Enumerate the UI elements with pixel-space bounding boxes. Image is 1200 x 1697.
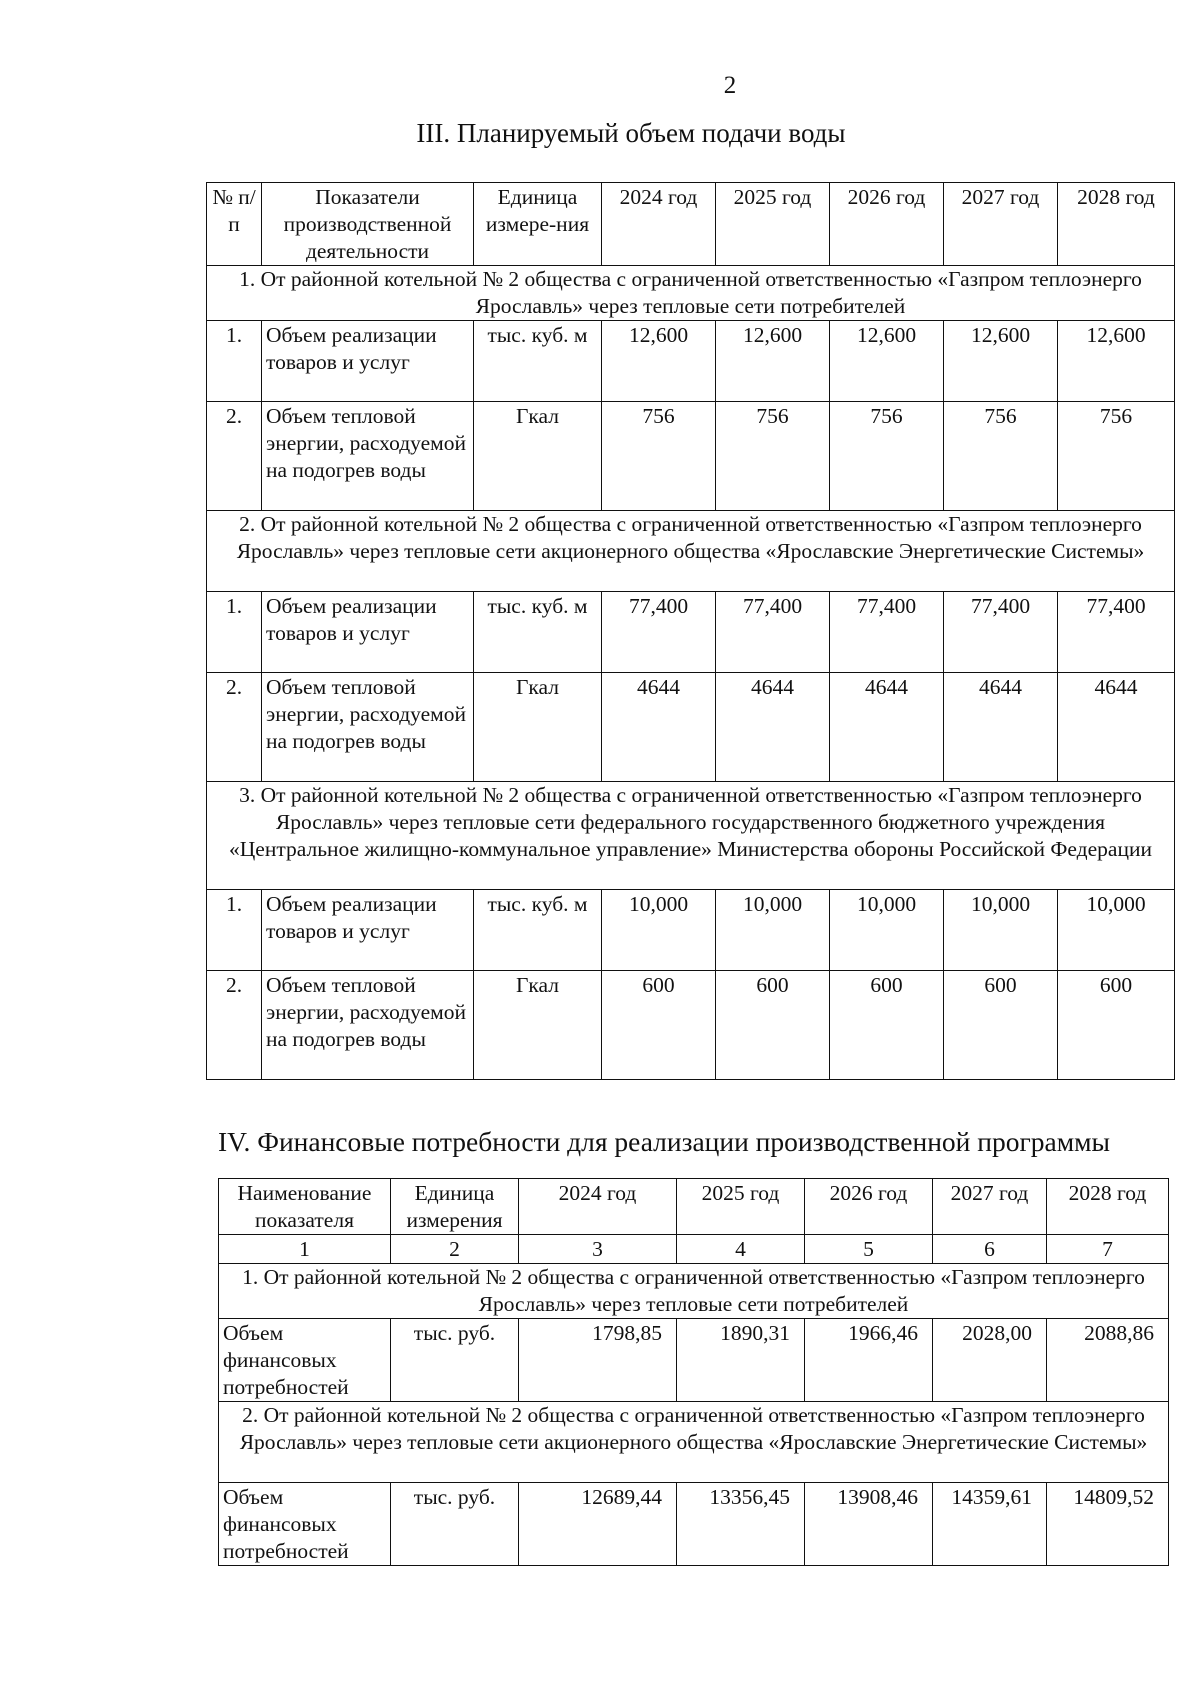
- table-header-row: [207, 183, 1175, 266]
- indicator-name: Объем реализации товаров и услуг: [262, 321, 474, 402]
- unit-cell: Гкал: [474, 673, 602, 782]
- value-cell: 12,600: [944, 321, 1058, 402]
- value-cell: 12689,44: [519, 1483, 677, 1566]
- header-cell: Единица измерения: [391, 1179, 519, 1235]
- header-cell: 2027 год: [933, 1179, 1047, 1235]
- value-cell: 600: [830, 971, 944, 1080]
- indicator-name: Объем финансовых потребностей: [219, 1319, 391, 1402]
- row-number: 1.: [207, 890, 262, 971]
- table-row: [219, 1483, 1169, 1566]
- column-number: 6: [933, 1235, 1047, 1264]
- value-cell: 77,400: [830, 592, 944, 673]
- value-cell: 12,600: [1058, 321, 1175, 402]
- header-cell: № п/п: [207, 183, 262, 266]
- section-title: 3. От районной котельной № 2 общества с ограниченной ответственностью «Газпром теплоэнерго Ярославль» через тепловые сети федерального государственного бюджетного учреждения «Центральное жилищно-коммунальное управление» Министерства обороны Российской Федерации: [207, 782, 1175, 890]
- value-cell: 77,400: [1058, 592, 1175, 673]
- table-row: [207, 402, 1175, 511]
- column-number: 5: [805, 1235, 933, 1264]
- table-row: [207, 890, 1175, 971]
- column-number: 3: [519, 1235, 677, 1264]
- indicator-name: Объем финансовых потребностей: [219, 1483, 391, 1566]
- value-cell: 4644: [944, 673, 1058, 782]
- section-4-title: IV. Финансовые потребности для реализации производственной программы: [218, 1126, 1110, 1157]
- value-cell: 1798,85: [519, 1319, 677, 1402]
- value-cell: 12,600: [602, 321, 716, 402]
- value-cell: 2028,00: [933, 1319, 1047, 1402]
- section-title: 2. От районной котельной № 2 общества с ограниченной ответственностью «Газпром теплоэнерго Ярославль» через тепловые сети акционерного общества «Ярославские Энергетические Системы»: [219, 1402, 1169, 1483]
- header-cell: 2024 год: [602, 183, 716, 266]
- unit-cell: тыс. куб. м: [474, 321, 602, 402]
- section-row: [219, 1264, 1169, 1319]
- value-cell: 12,600: [716, 321, 830, 402]
- section-title: 1. От районной котельной № 2 общества с ограниченной ответственностью «Газпром теплоэнерго Ярославль» через тепловые сети потребителей: [207, 266, 1175, 321]
- column-number: 1: [219, 1235, 391, 1264]
- financial-needs-table: [218, 1178, 1169, 1566]
- value-cell: 77,400: [716, 592, 830, 673]
- table-row: [219, 1319, 1169, 1402]
- table-row: [207, 673, 1175, 782]
- column-number: 2: [391, 1235, 519, 1264]
- column-number: 4: [677, 1235, 805, 1264]
- header-cell: 2025 год: [716, 183, 830, 266]
- value-cell: 13356,45: [677, 1483, 805, 1566]
- header-cell: 2027 год: [944, 183, 1058, 266]
- unit-cell: Гкал: [474, 971, 602, 1080]
- row-number: 1.: [207, 592, 262, 673]
- header-cell: 2026 год: [830, 183, 944, 266]
- value-cell: 14359,61: [933, 1483, 1047, 1566]
- section-row: [207, 782, 1175, 890]
- value-cell: 77,400: [944, 592, 1058, 673]
- water-supply-table: [206, 182, 1175, 1080]
- value-cell: 10,000: [1058, 890, 1175, 971]
- value-cell: 756: [1058, 402, 1175, 511]
- indicator-name: Объем тепловой энергии, расходуемой на подогрев воды: [262, 673, 474, 782]
- value-cell: 10,000: [602, 890, 716, 971]
- value-cell: 4644: [602, 673, 716, 782]
- table-row: [207, 971, 1175, 1080]
- indicator-name: Объем реализации товаров и услуг: [262, 890, 474, 971]
- value-cell: 756: [830, 402, 944, 511]
- value-cell: 1966,46: [805, 1319, 933, 1402]
- unit-cell: тыс. руб.: [391, 1483, 519, 1566]
- value-cell: 756: [602, 402, 716, 511]
- value-cell: 600: [1058, 971, 1175, 1080]
- value-cell: 756: [944, 402, 1058, 511]
- value-cell: 13908,46: [805, 1483, 933, 1566]
- unit-cell: тыс. руб.: [391, 1319, 519, 1402]
- value-cell: 756: [716, 402, 830, 511]
- header-cell: Показатели производственной деятельности: [262, 183, 474, 266]
- table-row: [207, 321, 1175, 402]
- section-row: [207, 266, 1175, 321]
- value-cell: 10,000: [830, 890, 944, 971]
- column-number-row: [219, 1235, 1169, 1264]
- value-cell: 600: [602, 971, 716, 1080]
- indicator-name: Объем тепловой энергии, расходуемой на подогрев воды: [262, 402, 474, 511]
- table-header-row: [219, 1179, 1169, 1235]
- section-row: [207, 511, 1175, 592]
- unit-cell: тыс. куб. м: [474, 890, 602, 971]
- column-number: 7: [1047, 1235, 1169, 1264]
- value-cell: 600: [944, 971, 1058, 1080]
- value-cell: 10,000: [944, 890, 1058, 971]
- value-cell: 4644: [716, 673, 830, 782]
- value-cell: 4644: [830, 673, 944, 782]
- unit-cell: Гкал: [474, 402, 602, 511]
- section-row: [219, 1402, 1169, 1483]
- value-cell: 4644: [1058, 673, 1175, 782]
- header-cell: Наименование показателя: [219, 1179, 391, 1235]
- table-row: [207, 592, 1175, 673]
- indicator-name: Объем реализации товаров и услуг: [262, 592, 474, 673]
- section-title: 1. От районной котельной № 2 общества с ограниченной ответственностью «Газпром теплоэнерго Ярославль» через тепловые сети потребителей: [219, 1264, 1169, 1319]
- row-number: 1.: [207, 321, 262, 402]
- header-cell: 2024 год: [519, 1179, 677, 1235]
- value-cell: 77,400: [602, 592, 716, 673]
- header-cell: 2028 год: [1058, 183, 1175, 266]
- header-cell: 2028 год: [1047, 1179, 1169, 1235]
- indicator-name: Объем тепловой энергии, расходуемой на подогрев воды: [262, 971, 474, 1080]
- row-number: 2.: [207, 673, 262, 782]
- value-cell: 2088,86: [1047, 1319, 1169, 1402]
- page-number: 2: [723, 72, 737, 99]
- header-cell: Единица измере-ния: [474, 183, 602, 266]
- value-cell: 10,000: [716, 890, 830, 971]
- section-title: 2. От районной котельной № 2 общества с ограниченной ответственностью «Газпром теплоэнерго Ярославль» через тепловые сети акционерного общества «Ярославские Энергетические Системы»: [207, 511, 1175, 592]
- value-cell: 14809,52: [1047, 1483, 1169, 1566]
- header-cell: 2025 год: [677, 1179, 805, 1235]
- unit-cell: тыс. куб. м: [474, 592, 602, 673]
- row-number: 2.: [207, 971, 262, 1080]
- value-cell: 12,600: [830, 321, 944, 402]
- section-3-title: III. Планируемый объем подачи воды: [416, 118, 846, 148]
- value-cell: 600: [716, 971, 830, 1080]
- value-cell: 1890,31: [677, 1319, 805, 1402]
- row-number: 2.: [207, 402, 262, 511]
- header-cell: 2026 год: [805, 1179, 933, 1235]
